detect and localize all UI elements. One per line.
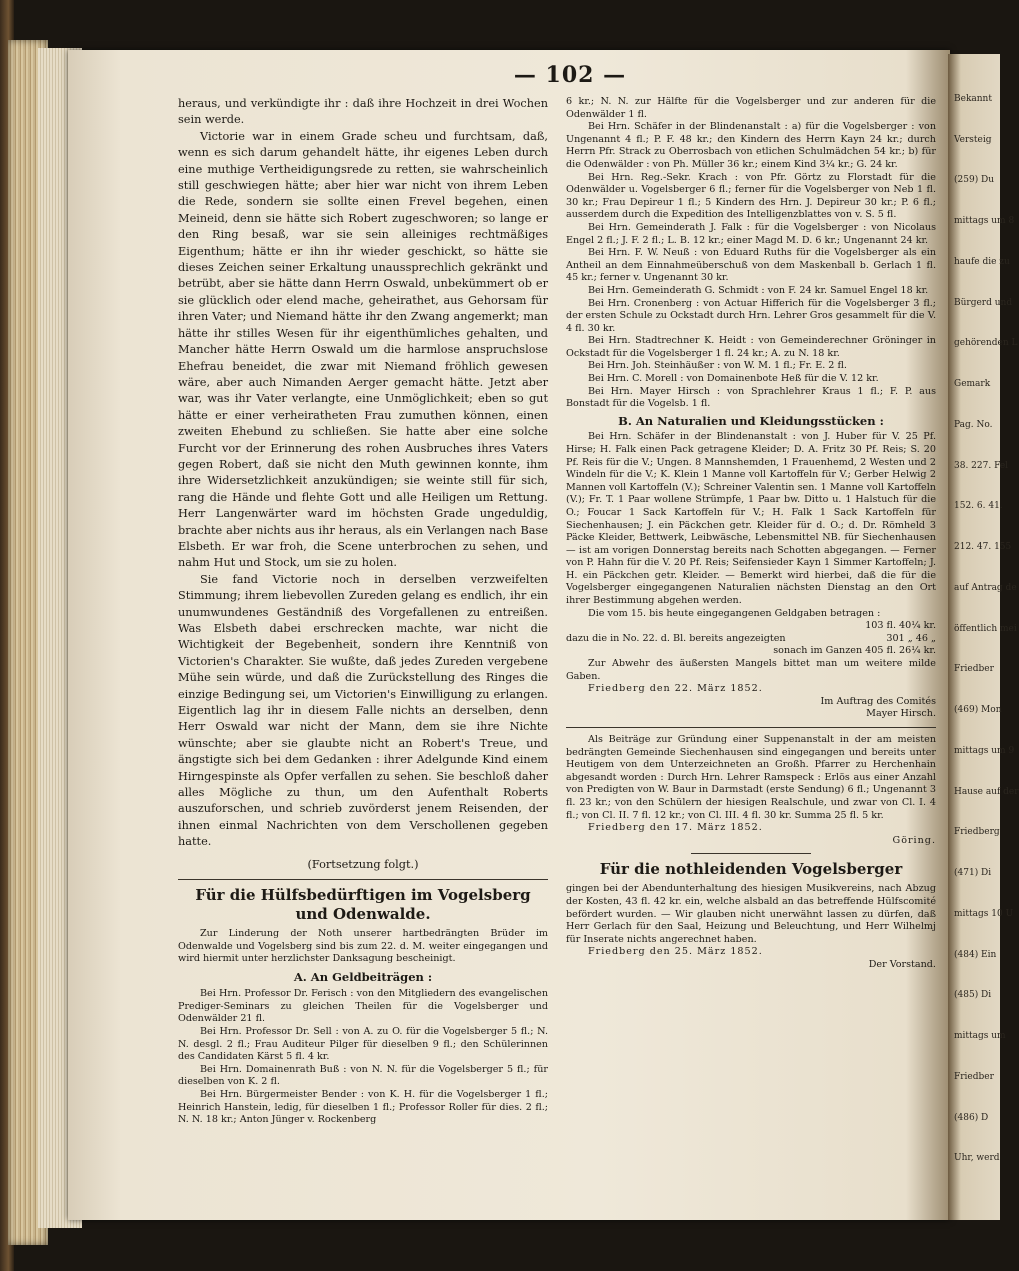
divider xyxy=(566,727,936,728)
next-page-fragment: Uhr, werd xyxy=(954,1153,1000,1164)
donation-entry: Bei Hrn. Stadtrechner K. Heidt : von Gemeinderechner Gröninger in Ockstadt für die Vogelsberger 1 fl. 24 kr.; A. zu N. 18 kr. xyxy=(566,335,936,359)
donation-entry: Bei Hrn. Schäfer in der Blindenanstalt : von J. Huber für V. 25 Pf. Hirse; H. Falk einen Pack getragene Kleider; D. A. Fritz 30 Pf. Reis; S. 20 Pf. Reis für die V.; Ungen. 8 Mannshemden, 1 Frauenhemd, 2 Westen und 2 Windeln für die V.; K. Klein 1 Manne voll Kartoffeln für V.; Gerber Helwig 2 Mannen voll Kartoffeln (V.); Schreiner Valentin sen. 1 Manne voll Kartoffeln (V.); Fr. T. 1 Paar wollene Strümpfe, 1 Paar bw. Ditto u. 1 Halstuch für die O.; Foucar 1 Sack Kartoffeln für V.; H. Falk 1 Sack Kartoffeln für Siechenhausen; J. ein Päckchen getr. Kleider für d. O.; d. Dr. Römheld 3 Päcke Kleider, Bettwerk, Leibwäsche, Lebensmittel NB. für Siechenhausen — ist am vorigen Donnerstag bereits nach Schotten abgegangen. — Ferner von P. Hahn für die V. 20 Pf. Reis; Seifensieder Kayn 1 Simmer Kartoffeln; J. H. ein Päckchen getr. Kleider. — Bemerkt wird hierbei, daß die für die Vogelsberger eingegangenen Naturalien nächsten Dienstag an den Ort ihrer Bestimmung abgehen werden. xyxy=(566,431,936,607)
next-page-fragment: mittags um 9 xyxy=(954,745,1015,756)
next-page-fragment: öffentlich mei xyxy=(954,623,1017,634)
next-page-fragment: (485) Di xyxy=(954,990,992,1001)
signature: Göring. xyxy=(892,834,936,846)
section-b-heading: B. An Naturalien und Kleidungsstücken : xyxy=(618,413,884,428)
page-number: — 102 — xyxy=(513,62,627,88)
donation-entry: Bei Hrn. Domainenrath Buß : von N. N. für die Vogelsberger 5 fl.; für dieselben von K. 2 fl. xyxy=(178,1063,548,1088)
donation-entry: Bei Hrn. F. W. Neuß : von Eduard Ruths für die Vogelsberger als ein Antheil an dem Einnahmeüberschuß von dem Maskenball b. Gerlach 1 fl. 45 kr.; ferner v. Ungenannt 30 kr. xyxy=(566,247,936,284)
dateline: Friedberg den 22. März 1852. xyxy=(588,683,763,695)
dateline: Friedberg den 25. März 1852. xyxy=(588,946,763,958)
next-page-fragment: Versteig xyxy=(954,134,992,145)
next-page-fragment: 38. 227. Fel xyxy=(954,460,1009,471)
next-page-fragment: Bekannt xyxy=(954,94,992,104)
next-page-fragment: Friedber xyxy=(954,1071,994,1082)
total-intro: Die vom 15. bis heute eingegangenen Geldgaben betragen : xyxy=(588,607,881,619)
donation-entry: Bei Hrn. Cronenberg : von Actuar Hifferich für die Vogelsberger 3 fl.; der ersten Schule zu Ockstadt durch Hrn. Lehrer Gros gesammelt für die V. 4 fl. 30 kr. xyxy=(566,297,936,334)
donation-entry: Bei Hrn. Gemeinderath G. Schmidt : von F. 24 kr. Samuel Engel 18 kr. xyxy=(588,284,929,296)
donation-entry: Bei Hrn. Schäfer in der Blindenanstalt : a) für die Vogelsberger : von Ungenannt 4 fl.; P. F. 48 kr.; den Kindern des Herrn Kayn 24 kr.; durch Herrn Pfr. Strack zu Oberrosbach von etlichen Schulmädchen 54 kr.; b) für die Odenwälder : von Ph. Müller 36 kr.; einem Kind 3¼ kr.; G. 24 kr. xyxy=(566,121,936,170)
donation-entry: Bei Hrn. Professor Dr. Sell : von A. zu O. für die Vogelsberger 5 fl.; N. N. desgl. 2 fl.; Frau Auditeur Pilger für dieselben 9 fl.; den Schülerinnen des Candidaten Kärst 5 fl. 4 kr. xyxy=(178,1026,548,1063)
next-page-fragment: mittags 10 U xyxy=(954,908,1014,919)
appeal-text: Zur Abwehr des äußersten Mangels bittet man um weitere milde Gaben. xyxy=(566,658,936,682)
story-paragraph: Sie fand Victorie noch in derselben verzweifelten Stimmung; ihrem liebevollen Zureden gelang es endlich, ihr ein unumwundenes Geständniß des Vorgefallenen zu entreißen. Was Elsbeth dabei erschrecken machte, war nicht die Wichtigkeit der Begebenheit, sondern ihre Kenntniß von Victorien's Charakter. Sie wußte, daß jedes Zureden vergebene Mühe sein würde, und daß die Zurückstellung des Ringes die einzige Bedingung sei, um Victorien's Einwilligung zu erlangen. Eigentlich lag ihr in diesem Falle nichts an derselben, denn Herr Oswald war nicht der Mann, dem sie ihre Nichte wünschte; aber sie glaubte nicht an Robert's Treue, und ängstigte sich bei dem Gedanken : ihrer Adelgunde Kind einem Hirngespinste als Opfer verfallen zu sehen. Sie beschloß daher alles Mögliche zu thun, um den Aufenthalt Roberts auszuforschen, und schrieb zuvörderst jenem Reisenden, der ihnen einmal Nachrichten von dem Verschollenen gegeben hatte. xyxy=(178,572,548,849)
next-page-fragment: Friedber xyxy=(954,664,994,675)
next-page-fragment: haufe die zu xyxy=(954,256,1010,267)
next-page-fragment: (486) D xyxy=(954,1112,989,1123)
donation-entry: Bei Hrn. Mayer Hirsch : von Sprachlehrer Kraus 1 fl.; F. P. aus Bonstadt für die Vogelsb. 1 fl. xyxy=(566,385,936,410)
signature: Der Vorstand. xyxy=(868,958,936,970)
relief-intro: Zur Linderung der Noth unserer hartbedrängten Brüder im Odenwalde und Vogelsberg sind bis zum 22. d. M. weiter eingegangen und wird hiermit unter herzlichster Danksagung bescheinigt. xyxy=(178,928,548,965)
right-column xyxy=(566,96,936,972)
donation-entry: Bei Hrn. Gemeinderath J. Falk : für die Vogelsberger : von Nicolaus Engel 2 fl.; J. F. 2 fl.; L. B. 12 kr.; einer Magd M. D. 6 kr.; Ungenannt 24 kr. xyxy=(566,221,936,246)
next-page-fragment: (484) Ein xyxy=(954,949,997,960)
total-previous-amount: 301 „ 46 „ xyxy=(886,632,936,644)
next-page-fragment: 212. 47. 155 xyxy=(954,542,1012,553)
story-paragraph: Victorie war in einem Grade scheu und furchtsam, daß, wenn es sich darum gehandelt hätte, ihr eigenes Leben durch eine muthige Vertheidigungsrede zu retten, sie wahrscheinlich still geschwiegen hätte; aber hier war nicht von ihrem Leben die Rede, sondern sie sollte einen Frevel begehen, einen Meineid, denn sie hätte sich Robert zugeschworen; so lange er den Ring besaß, war sie sein alleiniges rechtmäßiges Eigenthum; hätte er ihn ihr wieder geschickt, so hätte sie dieses Zeichen seiner Erkaltung unaussprechlich gekränkt und betrübt, aber sie hätte dann Herrn Oswald, unbekümmert ob er sie glücklich oder elend mache, geheirathet, aus Gehorsam für ihren Vater; und Niemand hätte ihr den Zwang angemerkt; man hätte ihr stilles Wesen für ihr eigenthümliches gehalten, und Mancher hätte Herrn Oswald um die harmlose anspruchslose Ehefrau beneidet, die zwar mit Niemand fröhlich gewesen wäre, aber auch Nimanden Aerger gemacht hätte. Jetzt aber war, was ihr Vater verlangte, eine Unmöglichkeit; eben so gut hätte er einer verheiratheten Frau zumuthen können, einen zweiten Ehebund zu schließen. Sie hatte aber eine solche Furcht vor der Erinnerung des rohen Ausbruches ihres Vaters gegen Robert, daß sie nicht den Muth gewinnen konnte, ihm ihre Widersetzlichkeit anzukündigen; sie weinte still für sich, rang die Hände und flehte Gott und alle Heiligen um Rettung. Herr Langenwärter ward im höchsten Grade ungeduldig, brachte aber nichts aus ihr heraus, als ein Verlangen nach Base Elsbeth. Er war froh, die Scene unterbrochen zu sehen, und nahm Hut und Stock, um sie zu holen. xyxy=(178,129,548,570)
next-page-fragment: mittags um 8 xyxy=(954,216,1015,227)
signature: Im Auftrag des Comités xyxy=(820,695,936,707)
next-page-fragment: auf Antrag de xyxy=(954,582,1017,593)
signature: Mayer Hirsch. xyxy=(866,708,936,720)
donation-entry: Bei Hrn. Bürgermeister Bender : von K. H. für die Vogelsberger 1 fl.; Heinrich Hanstein, ledig, für dieselben 1 fl.; Professor Roller für dies. 2 fl.; N. N. 18 kr.; Anton Jünger v. Rockenberg xyxy=(178,1089,548,1126)
donation-entry: Bei Hrn. Reg.-Sekr. Krach : von Pfr. Görtz zu Florstadt für die Odenwälder u. Vogelsberger 6 fl.; ferner für die Vogelsberger von Neb 1 fl. 30 kr.; Frau Depireur 1 fl.; 5 Kindern des Hrn. J. Depireur 30 kr.; P. 6 fl.; ausserdem durch die Expedition des Intelligenzblattes von v. S. 5 fl. xyxy=(566,171,936,221)
needy-heading: Für die nothleidenden Vogelsberger xyxy=(599,860,903,879)
relief-heading: Für die Hülfsbedürftigen im Vogelsberg und Odenwalde. xyxy=(195,886,531,924)
needy-text: gingen bei der Abendunterhaltung des hiesigen Musikvereins, nach Abzug der Kosten, 43 fl. 42 kr. ein, welche alsbald an das betreffende Hülfscomité befördert wurden. — Wir glauben nicht unerwähnt lassen zu dürfen, daß Herr Gerlach für den Saal, Heizung und Beleuchtung, und Herr Wilhelmj für Inserate nichts angerechnet haben. xyxy=(566,883,936,945)
next-page-edge xyxy=(948,54,1019,1220)
donation-entry: 6 kr.; N. N. zur Hälfte für die Vogelsberger und zur anderen für die Odenwälder 1 fl. xyxy=(566,96,936,120)
next-page-fragment: Bürgerd und xyxy=(954,297,1013,308)
next-page-fragment: mittags um xyxy=(954,1031,1006,1042)
section-a-heading: A. An Geldbeiträgen : xyxy=(293,969,433,984)
next-page-fragment: Gemark xyxy=(954,379,991,390)
next-page-fragment: 152. 6. 41. xyxy=(954,501,1003,512)
donation-entry: Bei Hrn. Professor Dr. Ferisch : von den Mitgliedern des evangelischen Prediger-Seminars zu gleichen Theilen für die Vogelsberger und Odenwälder 21 fl. xyxy=(178,988,548,1025)
divider xyxy=(691,853,811,854)
next-page-fragment: (259) Du xyxy=(954,175,995,186)
donation-entry: Bei Hrn. Joh. Steinhäußer : von W. M. 1 fl.; Fr. E. 2 fl. xyxy=(588,360,847,372)
dateline: Friedberg den 17. März 1852. xyxy=(588,822,763,834)
continuation-note: (Fortsetzung folgt.) xyxy=(307,857,419,871)
total-amount: 103 fl. 40¼ kr. xyxy=(865,620,936,632)
story-paragraph: heraus, und verkündigte ihr : daß ihre Hochzeit in drei Wochen sein werde. xyxy=(178,97,548,127)
donation-entry: Bei Hrn. C. Morell : von Domainenbote Heß für die V. 12 kr. xyxy=(588,373,879,385)
total-sum: sonach im Ganzen 405 fl. 26¼ kr. xyxy=(773,645,936,657)
total-previous-line xyxy=(566,633,936,646)
left-column xyxy=(178,96,548,1127)
next-page-fragment: (469) Mon xyxy=(954,705,1002,716)
total-previous-label: dazu die in No. 22. d. Bl. bereits angezeigten xyxy=(566,632,786,644)
soup-kitchen-text: Als Beiträge zur Gründung einer Suppenanstalt in der am meisten bedrängten Gemeinde Siechenhausen sind eingegangen und bereits unter Heutigem von dem Unterzeichneten an Großh. Pfarrer zu Herchenhain abgesandt worden : Durch Hrn. Lehrer Ramspeck : Erlös aus einer Anzahl von Predigten von W. Baur in Darmstadt (erste Sendung) 6 fl.; Ungenannt 3 fl. 23 kr.; von den Schülern der hiesigen Realschule, und zwar von Cl. I. 4 fl.; von Cl. II. 7 fl. 12 kr.; von Cl. III. 4 fl. 30 kr. Summa 25 fl. 5 kr. xyxy=(566,734,936,821)
next-page-fragment: (471) Di xyxy=(954,868,992,879)
next-page-fragment: gehörenden L xyxy=(954,338,1018,349)
next-page-fragment: Pag. No. xyxy=(954,419,993,430)
next-page-fragment: Friedberg xyxy=(954,827,1000,838)
next-page-fragment: Hause auf der xyxy=(954,786,1019,797)
divider xyxy=(178,879,548,880)
